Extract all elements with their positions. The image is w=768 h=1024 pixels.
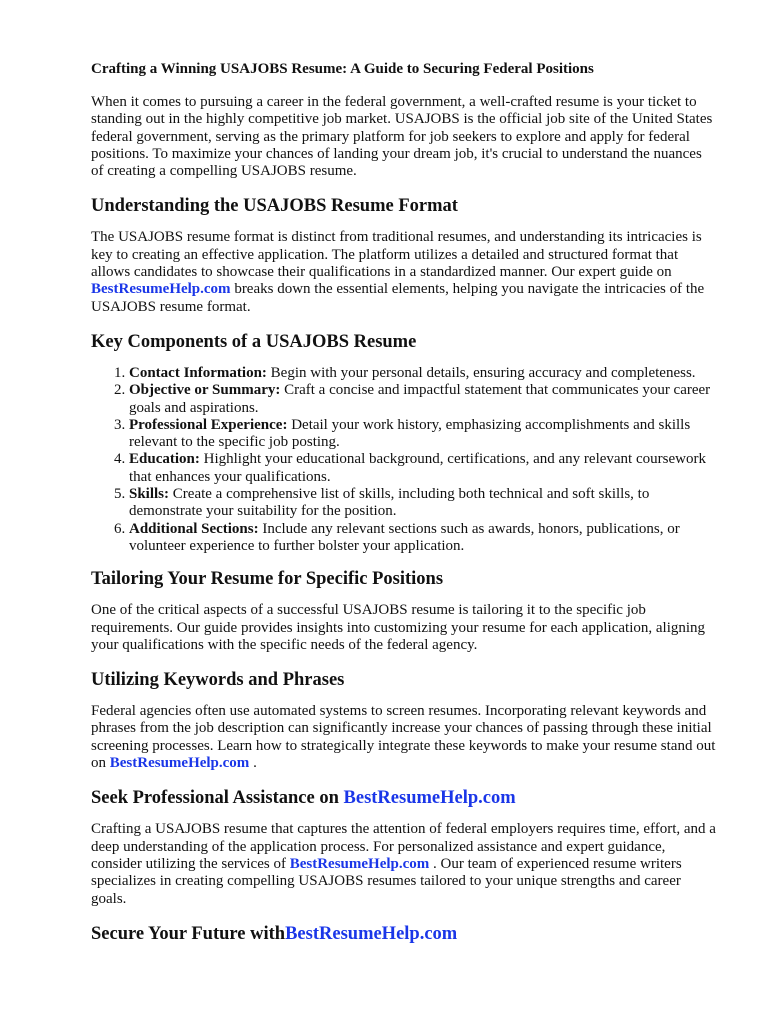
list-item-label: Objective or Summary: xyxy=(129,382,281,399)
keywords-text-before: Federal agencies often use automated systems to screen resumes. Incorporating relevant keywords and phrases from the job description can significantly increase your chances of passing through these initial screening processes. Learn how to strategically integrate these keywords to make your resume stand out on xyxy=(91,703,716,772)
heading-keywords: Utilizing Keywords and Phrases xyxy=(91,670,345,691)
list-item xyxy=(129,451,716,486)
intro-paragraph: When it comes to pursuing a career in the federal government, a well-crafted resume is your ticket to standing out in the highly competitive job market. USAJOBS is the official job site of the United States federal government, serving as the primary platform for job seekers to explore and apply for federal positions. To maximize your chances of landing your dream job, it's crucial to understand the nuances of creating a compelling USAJOBS resume. xyxy=(91,94,713,180)
list-item-text: Include any relevant sections such as awards, honors, publications, or volunteer experience to further bolster your application. xyxy=(129,520,680,554)
bestresumehelp-link-1[interactable]: BestResumeHelp.com xyxy=(91,281,231,298)
bestresumehelp-link-3[interactable]: BestResumeHelp.com xyxy=(289,855,430,872)
list-item-label: Skills: xyxy=(129,486,170,503)
heading-tailoring: Tailoring Your Resume for Specific Positions xyxy=(91,569,444,590)
list-item xyxy=(129,521,716,556)
document-title: Crafting a Winning USAJOBS Resume: A Guide to Securing Federal Positions xyxy=(91,61,594,77)
understanding-text-after: breaks down the essential elements, helping you navigate the intricacies of the USAJOBS resume format. xyxy=(91,281,705,315)
paragraph-assistance xyxy=(91,821,716,907)
components-list xyxy=(91,365,716,555)
understanding-text-before: The USAJOBS resume format is distinct from traditional resumes, and understanding its intricacies is key to creating an effective application. The platform utilizes a detailed and structured format that allows candidates to showcase their qualifications in a standardized manner. Our expert guide on xyxy=(91,229,702,281)
secure-heading-text: Secure Your Future with xyxy=(91,923,286,944)
assistance-text-before: Crafting a USAJOBS resume that captures the attention of federal employers requires time, effort, and a deep understanding of the application process. For personalized assistance and expert guidance, consider utilizing the services of xyxy=(91,821,716,872)
list-item-label: Professional Experience: xyxy=(129,416,288,433)
list-item-label: Additional Sections: xyxy=(129,520,259,537)
list-item-text: Detail your work history, emphasizing accomplishments and skills relevant to the specific job posting. xyxy=(129,416,691,451)
assistance-heading-text: Seek Professional Assistance on xyxy=(91,788,344,809)
heading-key-components: Key Components of a USAJOBS Resume xyxy=(91,331,417,352)
paragraph-tailoring: One of the critical aspects of a successful USAJOBS resume is tailoring it to the specific job requirements. Our guide provides insights into customizing your resume for each application, aligning your qualifications with the specific needs of the federal agency. xyxy=(91,602,706,653)
list-item-label: Contact Information: xyxy=(129,364,267,381)
assistance-text-after: . Our team of experienced resume writers specializes in creating compelling USAJOBS resumes tailored to your unique strengths and career goals. xyxy=(91,855,682,907)
keywords-text-after: . xyxy=(249,755,257,772)
bestresumehelp-heading-link-1[interactable]: BestResumeHelp.com xyxy=(343,788,516,809)
heading-understanding-format: Understanding the USAJOBS Resume Format xyxy=(91,196,458,217)
list-item-text: Highlight your educational background, certifications, and any relevant coursework that enhances your qualifications. xyxy=(129,451,706,485)
bestresumehelp-heading-link-2[interactable]: BestResumeHelp.com xyxy=(285,923,458,944)
list-item-text: Craft a concise and impactful statement that communicates your career goals and aspirations. xyxy=(129,382,711,416)
list-item xyxy=(129,365,716,382)
list-item-text: Begin with your personal details, ensuring accuracy and completeness. xyxy=(266,364,696,381)
paragraph-understanding-format xyxy=(91,229,716,315)
list-item xyxy=(129,486,716,521)
list-item-label: Education: xyxy=(129,451,200,468)
list-item-text: Create a comprehensive list of skills, including both technical and soft skills, to demonstrate your suitability for the position. xyxy=(129,486,650,520)
heading-professional-assistance xyxy=(91,787,716,809)
heading-secure-future xyxy=(91,923,716,945)
list-item xyxy=(129,382,716,417)
paragraph-keywords xyxy=(91,703,716,772)
list-item xyxy=(129,417,716,452)
bestresumehelp-link-2[interactable]: BestResumeHelp.com xyxy=(109,755,250,772)
